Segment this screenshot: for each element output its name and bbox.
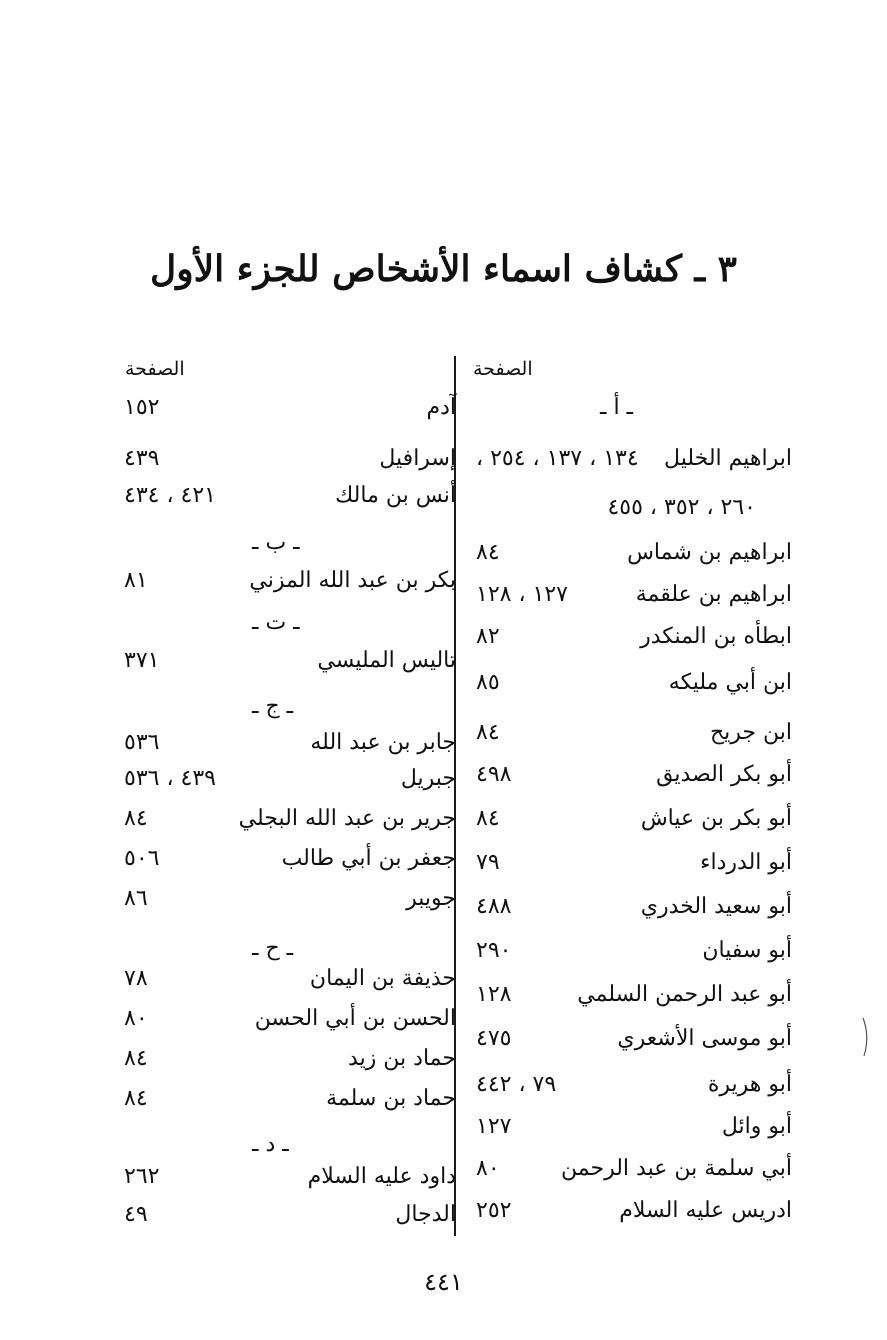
entry-pages: ٧٩ — [476, 850, 500, 875]
entry-pages: ١٣٤ ، ١٣٧ ، ٢٥٤ ، — [476, 446, 639, 471]
margin-mark — [861, 1016, 871, 1058]
index-entry — [124, 648, 456, 688]
index-entry — [476, 720, 792, 760]
index-entry — [124, 568, 456, 608]
entry-pages: ٨١ — [124, 568, 148, 593]
entry-name: تاليس المليسي — [317, 648, 456, 673]
entry-name: ابراهيم بن علقمة — [635, 582, 792, 607]
entry-name: حماد بن زيد — [348, 1046, 456, 1071]
entry-name: ادريس عليه السلام — [619, 1198, 792, 1223]
entry-name: أبو سعيد الخدري — [640, 894, 792, 919]
entry-name: أبو وائل — [721, 1114, 792, 1139]
index-entry — [476, 540, 792, 580]
index-entry — [476, 446, 792, 486]
entry-name: أبو سفيان — [702, 938, 792, 963]
entry-pages: ٨٤ — [476, 540, 500, 565]
entry-pages: ٨٤ — [476, 806, 500, 831]
entry-pages: ١٢٨ — [476, 982, 512, 1007]
letter-heading-text: ـ ت ـ — [252, 610, 300, 635]
entry-pages: ٤٣٩ — [124, 446, 160, 471]
index-entry — [124, 395, 456, 435]
index-entry — [476, 938, 792, 978]
entry-continuation — [476, 495, 792, 535]
letter-heading-text: ـ ب ـ — [252, 530, 300, 555]
entry-pages: ١٢٧ — [476, 1114, 512, 1139]
index-entry — [124, 806, 456, 846]
entry-name: ابراهيم الخليل — [664, 446, 792, 471]
entry-pages: ٤٩٨ — [476, 762, 512, 787]
entry-name: جابر بن عبد الله — [310, 730, 456, 755]
entry-pages: ٤٧٥ — [476, 1026, 512, 1051]
entry-name: بكر بن عبد الله المزني — [249, 568, 456, 593]
entry-name: داود عليه السلام — [307, 1164, 456, 1189]
entry-pages: ٨٤ — [124, 1086, 148, 1111]
index-entry — [476, 894, 792, 934]
letter-heading-text: ـ ج ـ — [252, 694, 294, 719]
entry-pages: ٤٨٨ — [476, 894, 512, 919]
entry-pages: ٨٤ — [124, 1046, 148, 1071]
entry-pages: ٨٤ — [124, 806, 148, 831]
entry-name: ابن جريح — [709, 720, 792, 745]
entry-pages: ٨٢ — [476, 624, 500, 649]
index-entry — [476, 1026, 792, 1066]
entry-name: أبي سلمة بن عبد الرحمن — [561, 1156, 792, 1181]
index-entry — [124, 1006, 456, 1046]
entry-name: الحسن بن أبي الحسن — [254, 1006, 456, 1031]
entry-pages: ٥٣٦ — [124, 730, 160, 755]
entry-pages: ٢٦٢ — [124, 1164, 160, 1189]
entry-name: حماد بن سلمة — [326, 1086, 456, 1111]
index-entry — [124, 730, 456, 770]
entry-name: جبريل — [400, 766, 456, 791]
index-entry — [476, 1114, 792, 1154]
entry-name: إسرافيل — [379, 446, 456, 471]
left-column-header: الصفحة — [125, 358, 185, 380]
index-entry — [476, 1198, 792, 1238]
index-entry — [124, 966, 456, 1006]
entry-pages: ١٢٧ ، ١٢٨ — [476, 582, 568, 607]
index-entry — [124, 483, 456, 523]
entry-pages: ٨٤ — [476, 720, 500, 745]
index-entry — [476, 1156, 792, 1196]
entry-pages: ٧٨ — [124, 966, 148, 991]
index-entry — [476, 1072, 792, 1112]
letter-heading — [124, 610, 456, 650]
index-entry — [124, 846, 456, 886]
entry-name: جويبر — [406, 886, 456, 911]
index-entry — [124, 1202, 456, 1242]
index-entry — [124, 886, 456, 926]
entry-pages: ٨٥ — [476, 670, 500, 695]
entry-name: أنس بن مالك — [335, 483, 456, 508]
index-entry — [124, 1164, 456, 1204]
entry-name: حذيفة بن اليمان — [309, 966, 456, 991]
entry-pages: ٥٠٦ — [124, 846, 160, 871]
index-entry — [476, 762, 792, 802]
entry-pages: ١٥٢ — [124, 395, 160, 420]
index-entry — [476, 670, 792, 710]
index-entry — [476, 624, 792, 664]
letter-heading — [124, 694, 456, 734]
entry-name: أبو هريرة — [707, 1072, 792, 1097]
entry-pages: ٨٦ — [124, 886, 148, 911]
entry-name: جعفر بن أبي طالب — [281, 846, 456, 871]
right-column-header: الصفحة — [473, 358, 533, 380]
entry-pages-continued: ٢٦٠ ، ٣٥٢ ، ٤٥٥ — [607, 495, 756, 520]
index-entry — [476, 582, 792, 622]
entry-pages: ٤٢١ ، ٤٣٤ — [124, 483, 216, 508]
index-entry — [476, 982, 792, 1022]
page-number: ٤٤١ — [424, 1268, 463, 1296]
entry-pages: ٢٥٢ — [476, 1198, 512, 1223]
letter-heading-text: ـ أ ـ — [600, 395, 633, 420]
entry-pages: ٨٠ — [124, 1006, 148, 1031]
index-entry — [124, 766, 456, 806]
entry-name: ابن أبي مليكه — [668, 670, 792, 695]
entry-name: جرير بن عبد الله البجلي — [238, 806, 456, 831]
entry-name: أبو الدرداء — [700, 850, 792, 875]
letter-heading — [124, 530, 456, 570]
page-title: ٣ ـ كشاف اسماء الأشخاص للجزء الأول — [150, 248, 737, 290]
index-entry — [124, 1046, 456, 1086]
index-entry — [476, 850, 792, 890]
entry-pages: ٧٩ ، ٤٤٢ — [476, 1072, 557, 1097]
entry-name: ابراهيم بن شماس — [627, 540, 792, 565]
letter-heading — [476, 395, 792, 435]
letter-heading-text: ـ ح ـ — [252, 936, 294, 961]
index-entry — [124, 1086, 456, 1126]
entry-name: آدم — [426, 395, 456, 420]
entry-pages: ٣٧١ — [124, 648, 160, 673]
entry-name: الدجال — [395, 1202, 456, 1227]
entry-pages: ٢٩٠ — [476, 938, 512, 963]
entry-pages: ٤٣٩ ، ٥٣٦ — [124, 766, 216, 791]
entry-name: ابطأه بن المنكدر — [640, 624, 792, 649]
index-entry — [476, 806, 792, 846]
entry-name: أبو بكر بن عياش — [640, 806, 792, 831]
index-entry — [124, 446, 456, 486]
entry-pages: ٨٠ — [476, 1156, 500, 1181]
entry-name: أبو بكر الصديق — [656, 762, 792, 787]
entry-pages: ٤٩ — [124, 1202, 148, 1227]
entry-name: أبو موسى الأشعري — [617, 1026, 792, 1051]
entry-name: أبو عبد الرحمن السلمي — [577, 982, 792, 1007]
letter-heading-text: ـ د ـ — [252, 1132, 289, 1157]
